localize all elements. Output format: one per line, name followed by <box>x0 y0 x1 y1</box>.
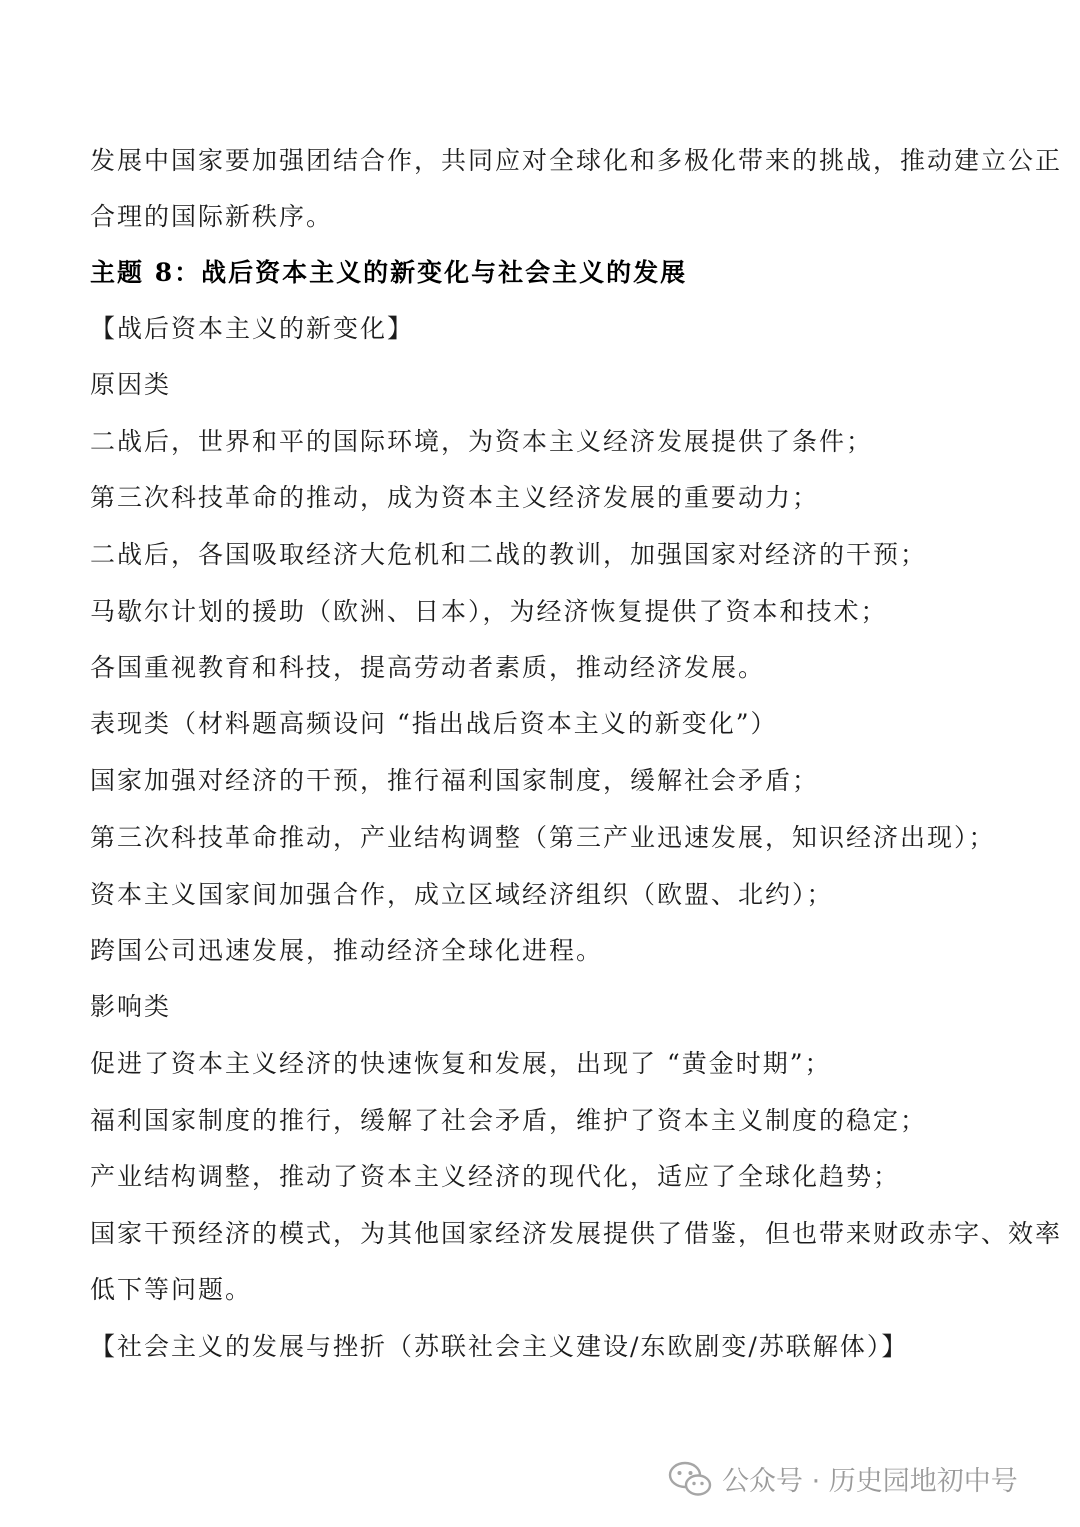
paragraph-line: 二战后，世界和平的国际环境，为资本主义经济发展提供了条件； <box>90 427 874 456</box>
section-heading: 主题 8：战后资本主义的新变化与社会主义的发展 <box>90 258 688 287</box>
category-label: 表现类（材料题高频设问 “指出战后资本主义的新变化”） <box>90 709 778 738</box>
paragraph-line: 二战后，各国吸取经济大危机和二战的教训，加强国家对经济的干预； <box>90 540 928 569</box>
paragraph-line: 马歇尔计划的援助（欧洲、日本），为经济恢复提供了资本和技术； <box>90 597 888 626</box>
paragraph-line: 发展中国家要加强团结合作，共同应对全球化和多极化带来的挑战，推动建立公正 <box>90 146 1063 175</box>
subsection-heading: 【社会主义的发展与挫折（苏联社会主义建设/东欧剧变/苏联解体）】 <box>90 1332 909 1361</box>
paragraph-line: 低下等问题。 <box>90 1275 253 1304</box>
paragraph-line: 第三次科技革命推动，产业结构调整（第三产业迅速发展，知识经济出现）； <box>90 823 996 852</box>
paragraph-line: 各国重视教育和科技，提高劳动者素质，推动经济发展。 <box>90 653 766 682</box>
paragraph-line: 促进了资本主义经济的快速恢复和发展，出现了 “黄金时期”； <box>90 1049 832 1078</box>
paragraph-line: 国家干预经济的模式，为其他国家经济发展提供了借鉴，但也带来财政赤字、效率 <box>90 1219 1063 1248</box>
paragraph-line: 产业结构调整，推动了资本主义经济的现代化，适应了全球化趋势； <box>90 1162 901 1191</box>
paragraph-line: 资本主义国家间加强合作，成立区域经济组织（欧盟、北约）； <box>90 880 834 909</box>
category-label: 原因类 <box>90 370 172 399</box>
paragraph-line: 第三次科技革命的推动，成为资本主义经济发展的重要动力； <box>90 483 820 512</box>
wechat-icon <box>668 1461 712 1497</box>
watermark-text: 公众号 · 历史园地初中号 <box>722 1466 1018 1497</box>
paragraph-line: 国家加强对经济的干预，推行福利国家制度，缓解社会矛盾； <box>90 766 820 795</box>
subsection-heading: 【战后资本主义的新变化】 <box>90 314 415 343</box>
paragraph-line: 跨国公司迅速发展，推动经济全球化进程。 <box>90 936 604 965</box>
watermark <box>668 1459 1018 1498</box>
category-label: 影响类 <box>90 992 172 1021</box>
paragraph-line: 合理的国际新秩序。 <box>90 202 334 231</box>
paragraph-line: 福利国家制度的推行，缓解了社会矛盾，维护了资本主义制度的稳定； <box>90 1106 928 1135</box>
